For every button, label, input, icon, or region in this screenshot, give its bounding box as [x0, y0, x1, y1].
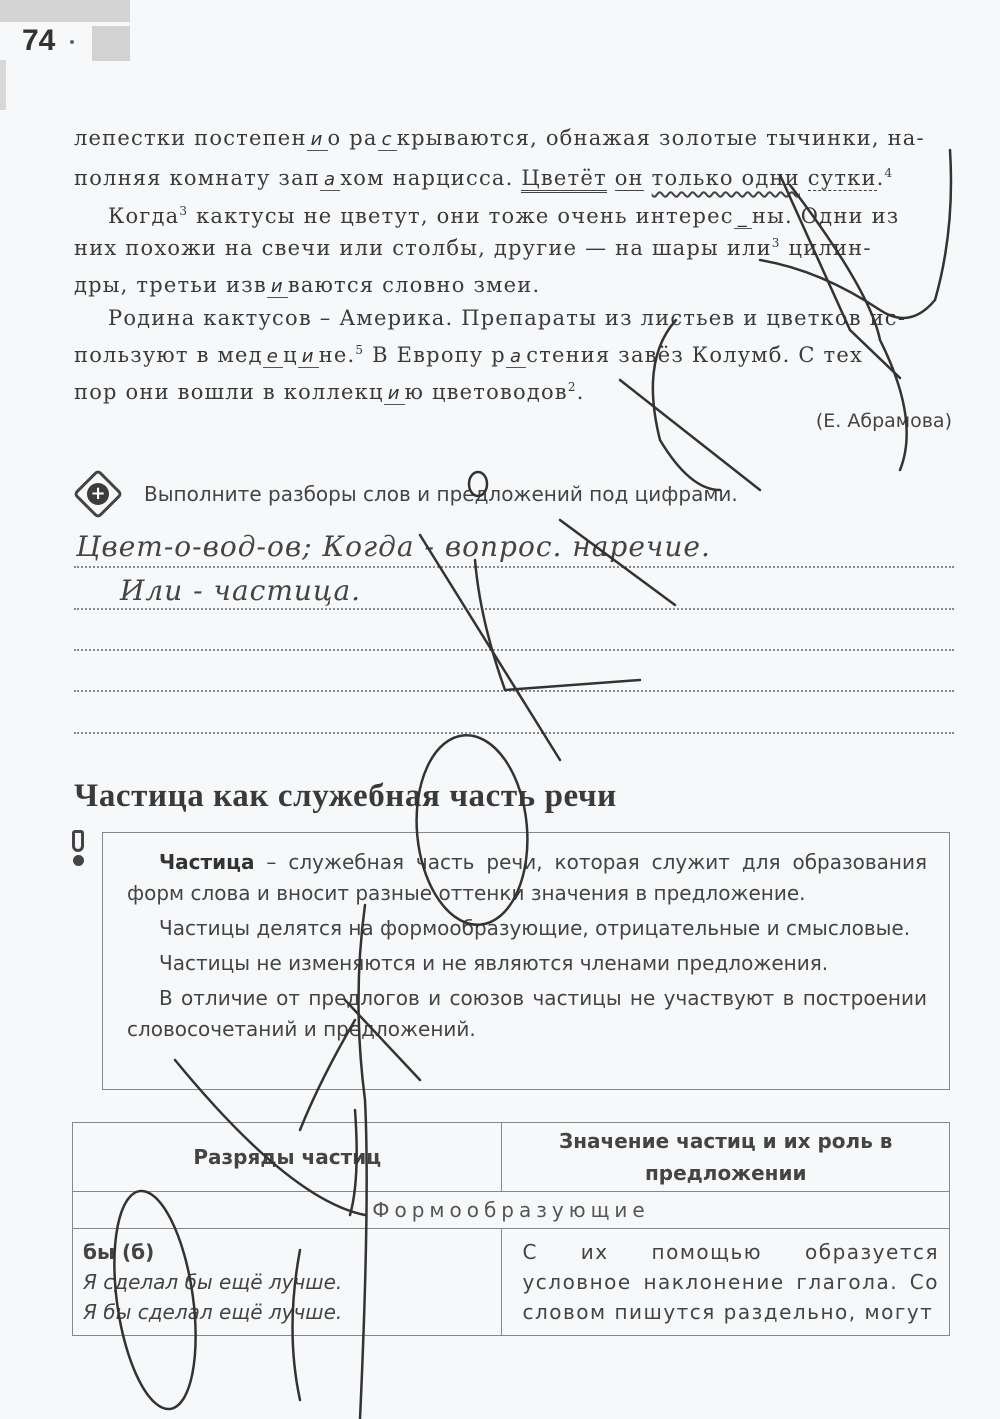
text-fragment: не. — [318, 343, 356, 367]
group-label: Формообразующие — [73, 1192, 950, 1229]
task-instruction — [74, 474, 738, 514]
footnote-number: 2 — [567, 380, 577, 394]
header-meaning: Значение частиц и их роль в предложении — [502, 1123, 950, 1192]
table-group-row — [73, 1192, 950, 1229]
handwritten-letter: а — [506, 346, 526, 368]
handwritten-letter: и — [307, 129, 328, 151]
space — [607, 166, 615, 190]
meaning-cell: С их помощью образуется условное наклонение глагола. Со словом пишутся раздельно, могут — [502, 1229, 950, 1336]
writing-line-1[interactable] — [74, 566, 954, 568]
writing-line-5[interactable] — [74, 732, 954, 734]
text-line-1 — [74, 126, 954, 150]
plus-diamond-icon: + — [73, 469, 124, 520]
text-fragment: ваются словно змеи. — [287, 273, 541, 297]
handwritten-letter: с — [378, 129, 397, 151]
example-2: Я бы сделал ещё лучше. — [83, 1300, 343, 1324]
handwritten-answer-line-2: Или - частица. — [120, 574, 362, 607]
author-attribution: (Е. Абрамова) — [815, 410, 952, 432]
particle-cell — [73, 1229, 502, 1336]
text-fragment: ю цветоводов — [404, 380, 568, 404]
text-line-5 — [74, 273, 954, 297]
text-fragment: Родина кактусов – Америка. Препараты из листьев и цветков ис- — [108, 306, 907, 330]
handwritten-answer-line-1: Цвет-о-вод-ов; Когда - вопрос. наречие. — [76, 530, 711, 563]
footnote-number: 3 — [179, 204, 189, 218]
rule-text: – служебная часть речи, которая служит для образования форм слова и вносит разные оттенки значения в предложение. — [127, 850, 927, 905]
text-fragment: полняя комнату зап — [74, 166, 320, 190]
object-underlined: сутки — [807, 166, 877, 190]
text-fragment: пользуют в мед — [74, 343, 263, 367]
text-fragment: кактусы не цветут, они тоже очень интерес — [188, 204, 734, 228]
text-fragment: В Европу р — [364, 343, 506, 367]
task-text: Выполните разборы слов и предложений под цифрами. — [144, 482, 738, 506]
footnote-number: 3 — [771, 236, 781, 250]
predicate-underlined: он — [614, 166, 644, 190]
rule-definition — [127, 847, 927, 909]
footnote-number: 4 — [884, 166, 894, 180]
text-line-2 — [74, 166, 954, 190]
text-fragment: . — [576, 380, 585, 404]
text-fragment: о ра — [327, 126, 378, 150]
scan-edge-left — [0, 60, 6, 110]
handwritten-letter: и — [267, 276, 288, 298]
writing-line-2[interactable] — [74, 608, 954, 610]
rule-term: Частица — [159, 850, 255, 874]
header-gray-box — [92, 26, 130, 61]
footnote-number: 5 — [355, 343, 365, 357]
text-fragment: них похожи на свечи или столбы, другие — на шары или — [74, 236, 772, 260]
text-line-7 — [74, 343, 954, 367]
table-row — [73, 1229, 950, 1336]
text-fragment: Когда — [108, 204, 180, 228]
text-fragment: лепестки постепен — [74, 126, 307, 150]
text-fragment: хом нарцисса. — [340, 166, 522, 190]
page-number: 74 — [22, 24, 56, 57]
adverbial-underlined: только одни — [651, 166, 800, 190]
rule-paragraph-3: Частицы не изменяются и не являются членами предложения. — [159, 951, 829, 975]
text-fragment: крываются, обнажая золотые тычинки, на- — [396, 126, 925, 150]
text-fragment: пор они вошли в коллекц — [74, 380, 384, 404]
handwritten-letter: _ — [734, 207, 752, 229]
handwritten-letter: а — [320, 169, 340, 191]
rule-paragraph-4: В отличие от предлогов и союзов частицы не участвуют в построении словосочетаний и предложений. — [127, 986, 927, 1041]
period: . — [876, 166, 885, 190]
text-line-3 — [74, 204, 954, 228]
page-number-dot — [70, 40, 74, 44]
writing-line-4[interactable] — [74, 690, 954, 692]
particle-name: бы (б) — [83, 1240, 155, 1264]
handwritten-letter: и — [384, 383, 405, 405]
text-fragment: стения завёз Колумб. С тех — [526, 343, 864, 367]
text-fragment: ны. Одни из — [751, 204, 900, 228]
exclamation-icon — [72, 830, 86, 868]
text-fragment: ц — [283, 343, 298, 367]
rule-box — [102, 832, 950, 1090]
space — [644, 166, 652, 190]
example-1: Я сделал бы ещё лучше. — [83, 1270, 343, 1294]
particles-table — [72, 1122, 950, 1336]
header-categories: Разряды частиц — [73, 1123, 502, 1192]
handwritten-letter: и — [298, 346, 319, 368]
writing-line-3[interactable] — [74, 649, 954, 651]
text-line-8 — [74, 380, 954, 404]
text-fragment: дры, третьи изв — [74, 273, 267, 297]
space — [800, 166, 808, 190]
text-line-4 — [74, 236, 954, 260]
scan-edge-bar — [0, 0, 130, 22]
handwritten-letter: е — [263, 346, 283, 368]
text-fragment: цилин- — [780, 236, 872, 260]
table-header-row — [73, 1123, 950, 1192]
rule-paragraph-2: Частицы делятся на формообразующие, отрицательные и смысловые. — [159, 916, 911, 940]
text-line-6 — [74, 306, 954, 330]
subject-underlined: Цветёт — [521, 166, 606, 193]
section-title: Частица как служебная часть речи — [74, 778, 617, 814]
